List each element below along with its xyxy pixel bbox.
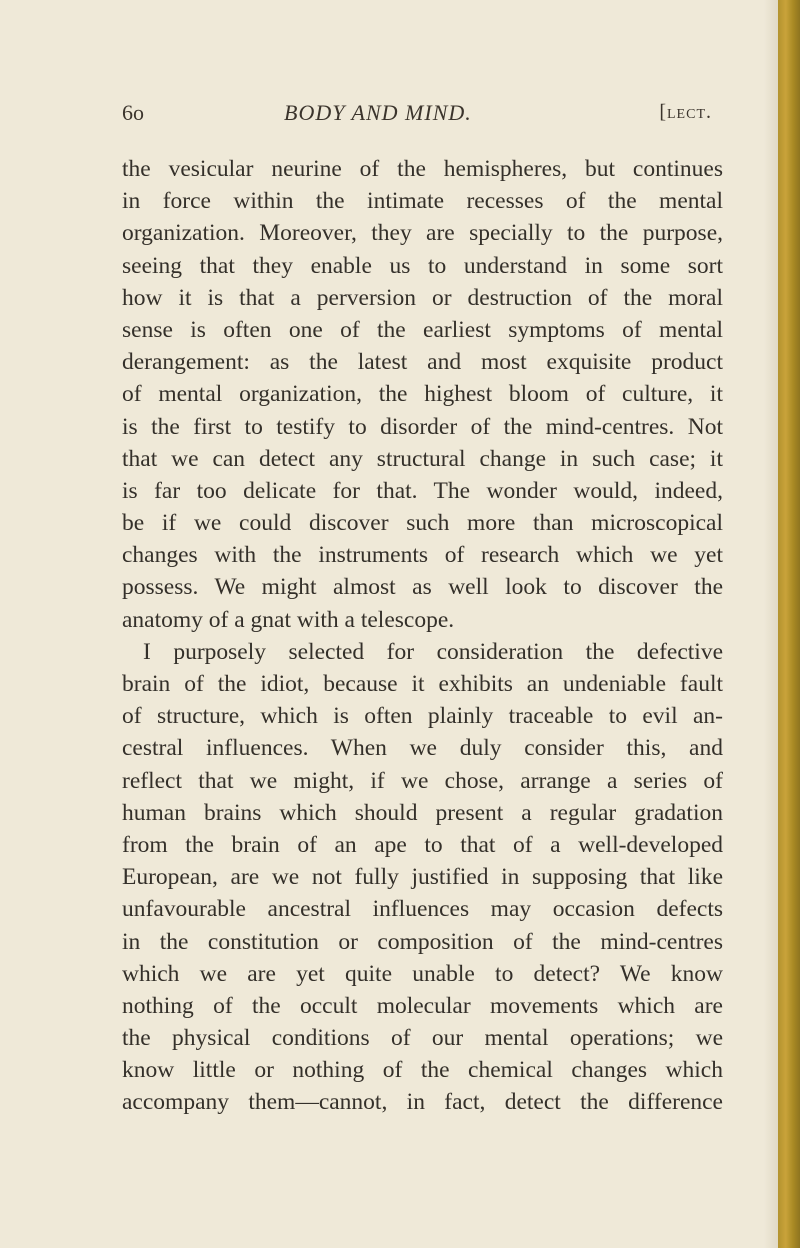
text-line: the vesicular neurine of the hemispheres, but continues — [122, 156, 723, 182]
running-title: BODY AND MIND. — [284, 100, 472, 125]
text-line: nothing of the occult molecular movements which are — [122, 992, 723, 1019]
text-line: is far too delicate for that. The wonder would, indeed, — [122, 477, 723, 504]
body-text — [122, 153, 723, 1119]
text-line: of mental organization, the highest bloom of culture, it — [122, 381, 723, 408]
text-line: the physical conditions of our mental operations; we — [122, 1025, 723, 1052]
text-line: anatomy of a gnat with a telescope. — [122, 606, 455, 633]
text-line: that we can detect any structural change in such case; it — [122, 445, 723, 472]
text-line: from the brain of an ape to that of a well-developed — [122, 831, 723, 858]
text-line: possess. We might almost as well look to discover the — [122, 574, 723, 601]
text-line: is the first to testify to disorder of the mind-centres. Not — [122, 413, 723, 440]
text-line: be if we could discover such more than microscopical — [122, 510, 723, 537]
text-line: seeing that they enable us to understand in some sort — [122, 252, 723, 279]
text-line: cestral influences. When we duly consider this, and — [122, 735, 723, 762]
text-line: sense is often one of the earliest symptoms of mental — [122, 316, 723, 343]
page-number: 6o — [122, 100, 144, 125]
running-header — [122, 100, 712, 134]
gilt-page-edge — [778, 0, 800, 1248]
text-line: know little or nothing of the chemical changes which — [122, 1057, 723, 1084]
text-line: European, are we not fully justified in supposing that like — [122, 864, 723, 891]
text-line: in force within the intimate recesses of the mental — [122, 188, 723, 215]
text-line: accompany them—cannot, in fact, detect the difference — [122, 1089, 723, 1116]
text-line: organization. Moreover, they are specially to the purpose, — [122, 220, 723, 247]
text-line: human brains which should present a regular gradation — [122, 799, 723, 826]
text-line: of structure, which is often plainly traceable to evil an- — [122, 703, 723, 730]
text-line: how it is that a perversion or destruction of the moral — [122, 284, 723, 311]
text-line: brain of the idiot, because it exhibits an undeniable fault — [122, 671, 723, 697]
text-line: reflect that we might, if we chose, arrange a series of — [122, 767, 723, 794]
lecture-mark: [lect. — [659, 101, 712, 123]
text-line: derangement: as the latest and most exquisite product — [122, 349, 723, 376]
text-line: in the constitution or composition of the mind-centres — [122, 928, 723, 955]
text-line: changes with the instruments of research which we yet — [122, 542, 723, 569]
page-gutter-shadow — [764, 0, 778, 1248]
text-line: unfavourable ancestral influences may occasion defects — [122, 896, 723, 923]
text-line: which we are yet quite unable to detect? We know — [122, 960, 723, 987]
text-line: I purposely selected for consideration the defective — [143, 638, 723, 665]
